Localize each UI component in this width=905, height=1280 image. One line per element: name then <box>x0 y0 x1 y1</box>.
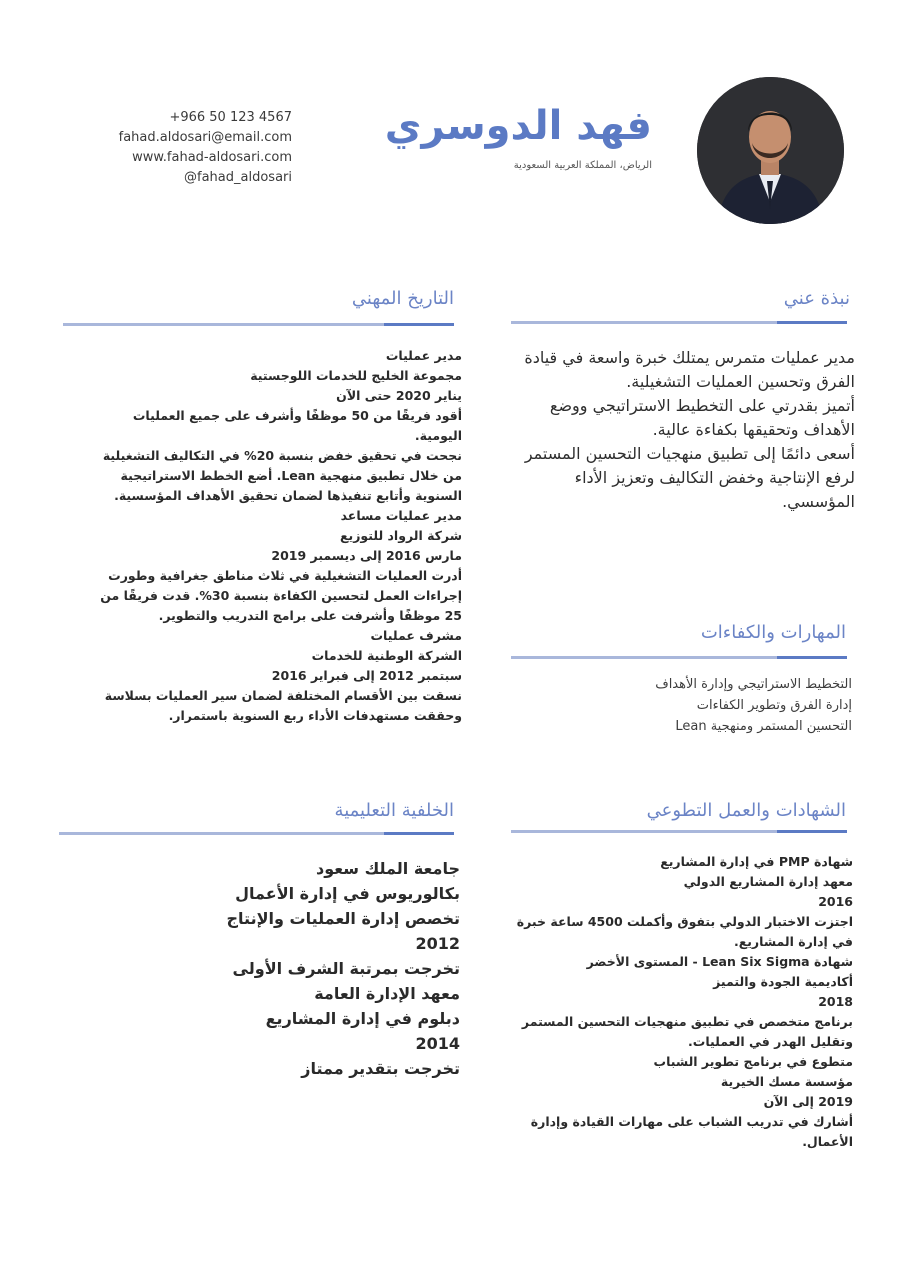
work-history <box>85 346 462 726</box>
graduation-honor: تخرجت بمرتبة الشرف الأولى <box>232 959 460 978</box>
job-title: مدير عمليات مساعد <box>340 508 462 523</box>
contact-block <box>90 108 292 188</box>
certificate-description: اجتزت الاختبار الدولي بتفوق وأكملت 4500 ساعة خبرة في إدارة المشاريع. <box>516 914 853 949</box>
person-location: الرياض، المملكة العربية السعودية <box>513 160 652 171</box>
certificate-issuer: معهد إدارة المشاريع الدولي <box>683 874 853 889</box>
job-title: مدير عمليات <box>385 348 462 363</box>
company-name: شركة الرواد للتوزيع <box>339 528 462 543</box>
graduation-honor: تخرجت بتقدير ممتاز <box>301 1059 460 1078</box>
work-divider <box>63 323 454 326</box>
social-handle[interactable]: @fahad_aldosari <box>184 170 292 185</box>
about-paragraph: أتميز بقدرتي على التخطيط الاستراتيجي ووضع الأهداف وتحقيقها بكفاءة عالية. <box>549 396 855 439</box>
job-description: نسقت بين الأقسام المختلفة لضمان سير العمليات بسلاسة وحققت مستهدفات الأداء ربع السنوية باستمرار. <box>104 688 462 723</box>
about-heading: نبذة عني <box>783 288 850 309</box>
volunteer-dates: 2019 إلى الآن <box>763 1094 853 1109</box>
skill-item: إدارة الفرق وتطوير الكفاءات <box>696 698 852 713</box>
company-name: الشركة الوطنية للخدمات <box>311 648 462 663</box>
work-heading: التاريخ المهني <box>351 288 454 309</box>
graduation-year: 2012 <box>415 934 460 953</box>
certificate-year: 2018 <box>818 994 853 1009</box>
volunteer-description: أشارك في تدريب الشباب على مهارات القيادة وإدارة الأعمال. <box>530 1114 853 1149</box>
job-dates: يناير 2020 حتى الآن <box>336 388 462 403</box>
certificate-title: شهادة Lean Six Sigma - المستوى الأخضر <box>586 954 853 969</box>
skills-divider <box>511 656 847 659</box>
job-description: أقود فريقًا من 50 موظفًا وأشرف على جميع العمليات اليومية. <box>132 408 462 443</box>
skills-list <box>560 674 852 737</box>
degree-major: تخصص إدارة العمليات والإنتاج <box>226 909 460 928</box>
certificate-title: شهادة PMP في إدارة المشاريع <box>660 854 853 869</box>
certificate-year: 2016 <box>818 894 853 909</box>
phone-number[interactable]: +966 50 123 4567 <box>169 110 292 125</box>
education-list <box>226 856 460 1081</box>
company-name: مجموعة الخليج للخدمات اللوجستية <box>250 368 462 383</box>
person-name: فهد الدوسري <box>384 103 652 149</box>
education-divider <box>59 832 454 835</box>
job-dates: مارس 2016 إلى ديسمبر 2019 <box>271 548 462 563</box>
certificate-issuer: أكاديمية الجودة والتميز <box>713 974 853 989</box>
degree-name: دبلوم في إدارة المشاريع <box>265 1009 460 1028</box>
job-description: نجحت في تحقيق خفض بنسبة 20% في التكاليف التشغيلية من خلال تطبيق منهجية Lean. أضع الخطط الاستراتيجية السنوية وأتابع تنفيذها لضمان تحقيق الأهداف المؤسسية. <box>102 448 462 503</box>
about-divider <box>511 321 847 324</box>
profile-photo <box>697 77 844 224</box>
graduation-year: 2014 <box>415 1034 460 1053</box>
certificates-divider <box>511 830 847 833</box>
job-dates: سبتمبر 2012 إلى فبراير 2016 <box>271 668 462 683</box>
education-heading: الخلفية التعليمية <box>334 800 454 821</box>
certificates-heading: الشهادات والعمل التطوعي <box>646 800 846 821</box>
website-link[interactable]: www.fahad-aldosari.com <box>132 150 292 165</box>
about-paragraph: مدير عمليات متمرس يمتلك خبرة واسعة في قيادة الفرق وتحسين العمليات التشغيلية. <box>524 348 855 391</box>
skills-heading: المهارات والكفاءات <box>700 622 846 643</box>
email-address[interactable]: fahad.aldosari@email.com <box>118 130 292 145</box>
about-text <box>512 346 855 514</box>
skill-item: التحسين المستمر ومنهجية Lean <box>675 719 852 734</box>
degree-name: بكالوريوس في إدارة الأعمال <box>235 884 460 903</box>
skill-item: التخطيط الاستراتيجي وإدارة الأهداف <box>655 677 852 692</box>
volunteer-organization: مؤسسة مسك الخيرية <box>720 1074 853 1089</box>
job-title: مشرف عمليات <box>370 628 462 643</box>
job-description: أدرت العمليات التشغيلية في ثلاث مناطق جغرافية وطورت إجراءات العمل لتحسين الكفاءة بنسبة 30%. قدت فريقًا من 25 موظفًا وأشرفت على برامج التدريب والتطوير. <box>100 568 462 623</box>
institution-name: معهد الإدارة العامة <box>314 984 460 1003</box>
volunteer-title: متطوع في برنامج تطوير الشباب <box>653 1054 853 1069</box>
about-paragraph: أسعى دائمًا إلى تطبيق منهجيات التحسين المستمر لرفع الإنتاجية وخفض التكاليف وتعزيز الأداء المؤسسي. <box>524 444 855 511</box>
certificates-list <box>515 852 853 1152</box>
institution-name: جامعة الملك سعود <box>316 859 460 878</box>
certificate-description: برنامج متخصص في تطبيق منهجيات التحسين المستمر وتقليل الهدر في العمليات. <box>521 1014 853 1049</box>
person-portrait-icon <box>697 77 844 224</box>
